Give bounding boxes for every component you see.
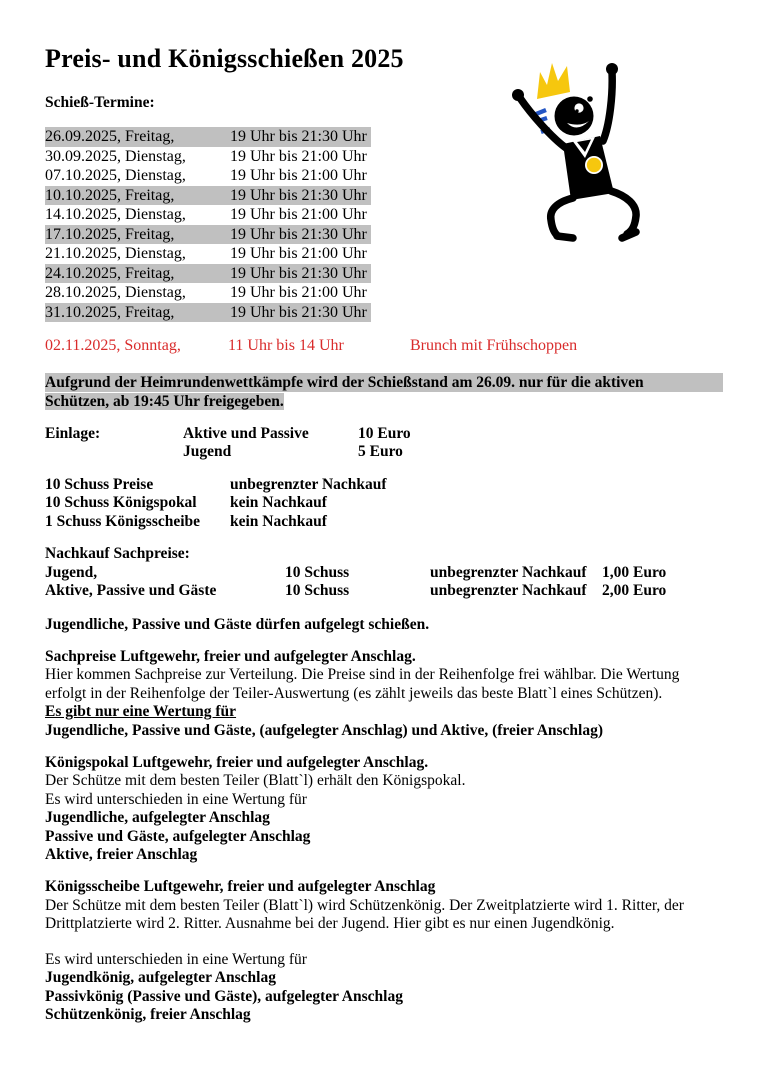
schedule-row bbox=[45, 264, 371, 284]
section-koenigspokal bbox=[45, 754, 723, 864]
rebuy-heading: Nachkauf Sachpreise: bbox=[45, 545, 190, 562]
rebuy-rule: unbegrenzter Nachkauf bbox=[430, 582, 587, 599]
schedule-time: 19 Uhr bis 21:00 Uhr bbox=[230, 284, 367, 301]
shot-rules-table bbox=[45, 476, 723, 532]
section-bold-note: Jugendliche, Passive und Gäste, (aufgelegter Anschlag) und Aktive, (freier Anschlag) bbox=[45, 721, 604, 739]
notice-line: Aufgrund der Heimrundenwettkämpfe wird der Schießstand am 26.09. nur für die aktiven bbox=[45, 373, 723, 393]
entry-fee-price: 10 Euro bbox=[358, 424, 411, 442]
schedule-time: 19 Uhr bis 21:30 Uhr bbox=[230, 186, 367, 204]
figure-legs bbox=[551, 191, 636, 238]
schedule-date: 30.09.2025, Dienstag, bbox=[45, 147, 186, 165]
schedule-time: 19 Uhr bis 21:00 Uhr bbox=[230, 147, 367, 165]
section-koenigsscheibe bbox=[45, 878, 723, 1024]
schedule-date: 26.09.2025, Freitag, bbox=[45, 128, 175, 145]
schedule-row bbox=[45, 166, 371, 186]
notice-line: Schützen, ab 19:45 Uhr freigegeben. bbox=[45, 393, 284, 410]
schedule-date: 28.10.2025, Dienstag, bbox=[45, 284, 186, 301]
schedule-date: 21.10.2025, Dienstag, bbox=[45, 245, 186, 262]
section-heading: Königspokal Luftgewehr, freier und aufgelegter Anschlag. bbox=[45, 754, 429, 772]
page-title: Preis- und Königsschießen 2025 bbox=[45, 44, 404, 73]
crown-icon bbox=[537, 63, 570, 99]
schedule-date: 31.10.2025, Freitag, bbox=[45, 303, 175, 321]
schedule-row bbox=[45, 283, 371, 303]
schedule-time: 19 Uhr bis 21:30 Uhr bbox=[230, 128, 367, 145]
right-fist bbox=[606, 63, 618, 75]
rebuy-shots: 10 Schuss bbox=[285, 582, 350, 599]
schedule-heading: Schieß-Termine: bbox=[45, 94, 155, 111]
schedule-row bbox=[45, 225, 371, 245]
rebuy-shots: 10 Schuss bbox=[285, 563, 350, 581]
entry-fee-group: Jugend bbox=[183, 443, 232, 460]
left-fist bbox=[512, 89, 524, 101]
entry-fee-price: 5 Euro bbox=[358, 443, 403, 460]
rebuy-group: Aktive, Passive und Gäste bbox=[45, 582, 217, 599]
shot-rule: kein Nachkauf bbox=[230, 494, 327, 511]
section-intro: Es wird unterschieden in eine Wertung für bbox=[45, 790, 307, 808]
medal-icon bbox=[587, 158, 601, 172]
schedule-time: 19 Uhr bis 21:00 Uhr bbox=[230, 206, 367, 223]
spacer-cell bbox=[45, 443, 183, 462]
scoring-item: Passivkönig (Passive und Gäste), aufgelegter Anschlag bbox=[45, 987, 403, 1005]
rebuy-rule: unbegrenzter Nachkauf bbox=[430, 563, 587, 581]
special-event-row bbox=[45, 336, 723, 356]
scoring-item: Aktive, freier Anschlag bbox=[45, 846, 198, 864]
shot-rule: unbegrenzter Nachkauf bbox=[230, 475, 387, 493]
shot-rule: kein Nachkauf bbox=[230, 512, 327, 530]
schedule-time: 19 Uhr bis 21:30 Uhr bbox=[230, 225, 367, 243]
scoring-item: Schützenkönig, freier Anschlag bbox=[45, 1005, 251, 1023]
schedule-date: 07.10.2025, Dienstag, bbox=[45, 167, 186, 184]
entry-fee-table bbox=[45, 425, 723, 462]
schedule-date: 17.10.2025, Freitag, bbox=[45, 225, 175, 243]
shot-item: 10 Schuss Preise bbox=[45, 475, 154, 493]
schedule-table bbox=[45, 127, 371, 322]
shot-item: 10 Schuss Königspokal bbox=[45, 494, 197, 511]
schedule-time: 19 Uhr bis 21:30 Uhr bbox=[230, 303, 367, 321]
scoring-item: Jugendliche, aufgelegter Anschlag bbox=[45, 809, 270, 827]
schedule-date: 14.10.2025, Dienstag, bbox=[45, 206, 186, 223]
rebuy-price: 2,00 Euro bbox=[602, 582, 667, 599]
shot-item: 1 Schuss Königsscheibe bbox=[45, 512, 201, 530]
section-intro: Es wird unterschieden in eine Wertung für bbox=[45, 950, 307, 968]
entry-fee-label: Einlage: bbox=[45, 424, 101, 442]
schedule-time: 19 Uhr bis 21:00 Uhr bbox=[230, 245, 367, 262]
entry-fee-group: Aktive und Passive bbox=[183, 424, 309, 442]
section-body: Der Schütze mit dem besten Teiler (Blatt`l) wird Schützenkönig. Der Zweitplatzierte wird 1. Ritter, der Drittplatzierte wird 2. Ritter. Ausnahme bei der Jugend. Hier gibt es nur einen Jugendkönig. bbox=[45, 896, 684, 933]
schedule-row bbox=[45, 244, 371, 264]
figure-head bbox=[555, 96, 594, 135]
celebrating-king-figure bbox=[489, 48, 714, 283]
rebuy-table bbox=[45, 545, 723, 601]
figure-body bbox=[563, 136, 614, 200]
schedule-row bbox=[45, 147, 371, 167]
aufgelegt-note: Jugendliche, Passive und Gäste dürfen aufgelegt schießen. bbox=[45, 615, 430, 633]
schedule-row bbox=[45, 205, 371, 225]
schedule-date: 10.10.2025, Freitag, bbox=[45, 186, 175, 204]
schedule-date: 24.10.2025, Freitag, bbox=[45, 264, 175, 282]
schedule-row bbox=[45, 303, 371, 323]
special-event-time: 11 Uhr bis 14 Uhr bbox=[228, 337, 344, 354]
schedule-row bbox=[45, 127, 371, 147]
section-heading: Königsscheibe Luftgewehr, freier und aufgelegter Anschlag bbox=[45, 878, 436, 896]
scoring-item: Jugendkönig, aufgelegter Anschlag bbox=[45, 969, 276, 987]
scoring-item: Passive und Gäste, aufgelegter Anschlag bbox=[45, 827, 311, 845]
section-body: Hier kommen Sachpreise zur Verteilung. Die Preise sind in der Reihenfolge frei wählbar. Die Wertung erfolgt in der Reihenfolge der Teiler-Auswertung (es zählt jeweils das beste Blatt`l eines Schützen). bbox=[45, 666, 680, 702]
rebuy-price: 1,00 Euro bbox=[602, 563, 667, 581]
special-event-date: 02.11.2025, Sonntag, bbox=[45, 337, 181, 354]
schedule-row bbox=[45, 186, 371, 206]
section-body: Der Schütze mit dem besten Teiler (Blatt`l) erhält den Königspokal. bbox=[45, 772, 466, 790]
section-sachpreise bbox=[45, 648, 723, 740]
special-event-note: Brunch mit Frühschoppen bbox=[410, 337, 578, 354]
underlined-rule: Es gibt nur eine Wertung für bbox=[45, 703, 237, 721]
rebuy-group: Jugend, bbox=[45, 563, 98, 581]
schedule-time: 19 Uhr bis 21:30 Uhr bbox=[230, 264, 367, 282]
section-heading: Sachpreise Luftgewehr, freier und aufgelegter Anschlag. bbox=[45, 648, 416, 665]
highlighted-notice bbox=[45, 373, 723, 412]
schedule-time: 19 Uhr bis 21:00 Uhr bbox=[230, 167, 367, 184]
